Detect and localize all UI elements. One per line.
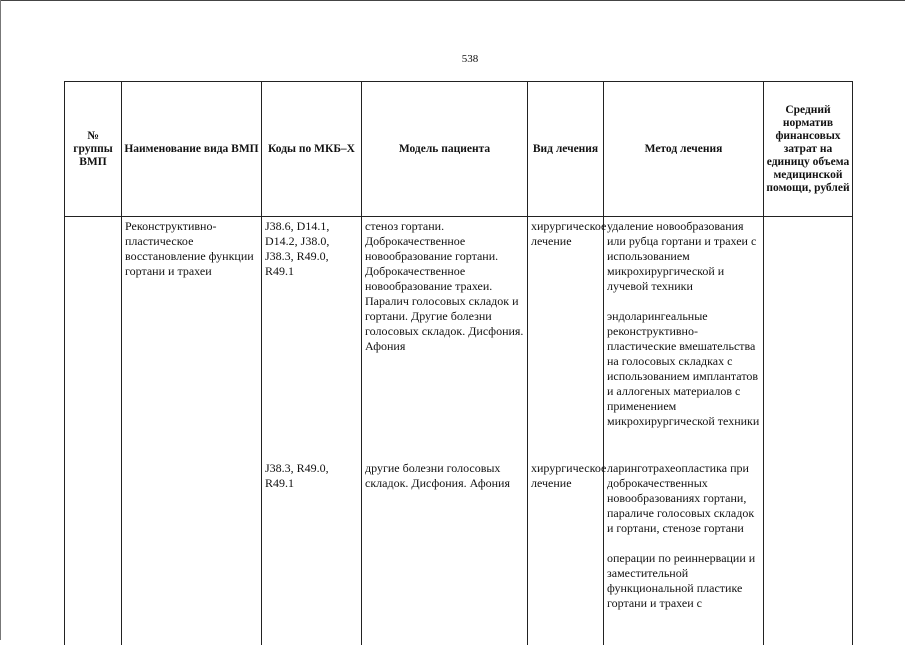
table-header-row xyxy=(65,82,853,217)
scan-edge-top xyxy=(0,0,905,1)
cell-treatment-method xyxy=(604,459,764,645)
cell-treatment-method xyxy=(604,217,764,460)
header-vmp-name: Наименование вида ВМП xyxy=(122,82,262,217)
cell-icd-codes: J38.3, R49.0, R49.1 xyxy=(262,459,362,645)
cell-vmp-name xyxy=(122,459,262,645)
cell-patient-model: другие болезни голосовых складок. Дисфония. Афония xyxy=(362,459,528,645)
cell-group-number xyxy=(65,459,122,645)
header-patient-model: Модель пациента xyxy=(362,82,528,217)
method-text: ларинготрахеопластика при доброкачественных новообразованиях гортани, параличе голосовых складок и гортани, стенозе гортани xyxy=(607,461,755,535)
table-row xyxy=(65,459,853,645)
page-number: 538 xyxy=(461,53,479,65)
header-group-number: № группы ВМП xyxy=(65,82,122,217)
header-average-cost: Средний норматив финансовых затрат на единицу объема медицинской помощи, рублей xyxy=(764,82,853,217)
cell-group-number xyxy=(65,217,122,460)
cell-treatment-type: хирургическое лечение xyxy=(528,459,604,645)
table-row xyxy=(65,217,853,460)
cell-treatment-type: хирургическое лечение xyxy=(528,217,604,460)
method-text: операции по реиннервации и заместительной функциональной пластике гортани и трахеи с xyxy=(607,551,756,610)
cell-vmp-name: Реконструктивно-пластическое восстановление функции гортани и трахеи xyxy=(122,217,262,460)
header-treatment-type: Вид лечения xyxy=(528,82,604,217)
cell-average-cost xyxy=(764,217,853,460)
cell-average-cost xyxy=(764,459,853,645)
cell-patient-model: стеноз гортани. Доброкачественное новообразование гортани. Доброкачественное новообразование трахеи. Паралич голосовых складок и гортани. Другие болезни голосовых складок. Дисфония. Афония xyxy=(362,217,528,460)
header-icd-codes: Коды по МКБ–Х xyxy=(262,82,362,217)
method-text: удаление новообразования или рубца гортани и трахеи с использованием микрохирургической и лучевой техники xyxy=(607,219,757,293)
vmp-table xyxy=(64,81,853,645)
cell-icd-codes: J38.6, D14.1, D14.2, J38.0, J38.3, R49.0, R49.1 xyxy=(262,217,362,460)
scan-edge-left xyxy=(0,0,1,640)
header-treatment-method: Метод лечения xyxy=(604,82,764,217)
method-text: эндоларингеальные реконструктивно-пластические вмешательства на голосовых складках с использованием имплантатов и аллогеных материалов с применением микрохирургической техники xyxy=(607,309,760,428)
